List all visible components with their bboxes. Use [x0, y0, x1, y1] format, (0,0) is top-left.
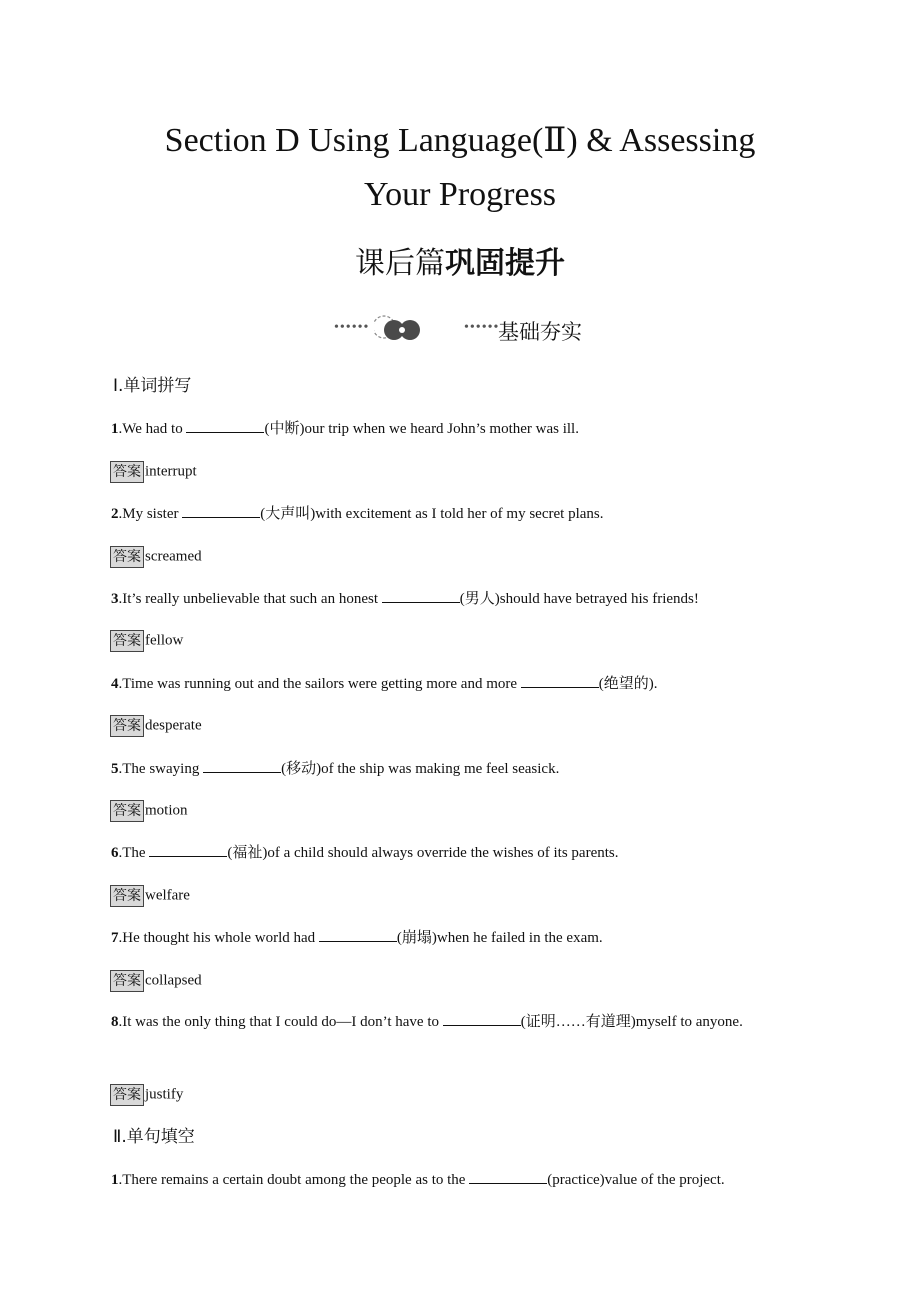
answer-blank	[203, 758, 281, 773]
answer-8	[110, 1083, 183, 1106]
title-line-2: Your Progress	[363, 176, 557, 213]
question-number: 1	[111, 421, 119, 437]
question-text: .It’s really unbelievable that such an honest	[118, 591, 382, 607]
answer-value: desperate	[145, 717, 202, 734]
answer-7	[110, 969, 202, 992]
answer-4	[110, 714, 202, 737]
question-text: (绝望的).	[598, 676, 658, 692]
answer-tag: 答案	[110, 970, 144, 992]
double-circle-icon	[374, 314, 428, 349]
question-text: (中断)our trip when we heard John’s mother was ill.	[264, 421, 579, 437]
question-text: (移动)of the ship was making me feel seasick.	[281, 761, 560, 777]
answer-tag: 答案	[110, 1084, 144, 1106]
answer-value: welfare	[145, 887, 190, 904]
question-text: (福祉)of a child should always override the wishes of its parents.	[227, 845, 619, 861]
question-number: 7	[111, 930, 119, 946]
answer-tag: 答案	[110, 800, 144, 822]
question-number: 2	[111, 506, 119, 522]
answer-blank	[382, 588, 460, 603]
answer-value: collapsed	[145, 972, 202, 989]
answer-value: fellow	[145, 632, 184, 649]
question-4	[111, 669, 791, 699]
question-number: 4	[111, 676, 119, 692]
question-number: 5	[111, 761, 119, 777]
question-number: 8	[111, 1014, 119, 1030]
question-text: (大声叫)with excitement as I told her of my secret plans.	[260, 506, 604, 522]
question-2	[111, 499, 791, 529]
banner-dots-left: ••••••	[334, 320, 370, 335]
question-number: 1	[111, 1172, 119, 1188]
question-8	[111, 1007, 791, 1037]
answer-tag: 答案	[110, 715, 144, 737]
answer-blank	[149, 842, 227, 857]
answer-value: justify	[145, 1086, 184, 1103]
answer-tag: 答案	[110, 461, 144, 483]
question-text: .My sister	[118, 506, 183, 522]
subtitle-light: 课后篇	[355, 246, 445, 281]
question-number: 6	[111, 845, 119, 861]
question-text: (崩塌)when he failed in the exam.	[396, 930, 603, 946]
section-2-heading: Ⅱ.单句填空	[113, 1127, 195, 1147]
answer-blank	[443, 1011, 521, 1026]
question-text: (证明……有道理)myself to anyone.	[520, 1014, 743, 1030]
question-text: (男人)should have betrayed his friends!	[459, 591, 699, 607]
answer-tag: 答案	[110, 885, 144, 907]
answer-blank	[521, 673, 599, 688]
question-text: .He thought his whole world had	[118, 930, 319, 946]
answer-blank	[319, 927, 397, 942]
question-number: 3	[111, 591, 119, 607]
question-text: .The swaying	[118, 761, 204, 777]
answer-blank	[469, 1169, 547, 1184]
question-2-1	[111, 1165, 811, 1195]
answer-tag: 答案	[110, 630, 144, 652]
section-1-heading: Ⅰ.单词拼写	[113, 376, 192, 396]
answer-blank	[186, 418, 264, 433]
question-text: .Time was running out and the sailors were getting more and more	[118, 676, 521, 692]
answer-tag: 答案	[110, 546, 144, 568]
question-1	[111, 414, 791, 444]
answer-5	[110, 799, 188, 822]
banner-label: 基础夯实	[498, 320, 582, 344]
question-6	[111, 838, 791, 868]
answer-value: motion	[145, 802, 188, 819]
question-text: .It was the only thing that I could do—I don’t have to	[118, 1014, 443, 1030]
answer-value: screamed	[145, 548, 202, 565]
question-text: (practice)value of the project.	[547, 1172, 725, 1188]
question-5	[111, 754, 791, 784]
question-3	[111, 584, 791, 614]
question-text: .The	[118, 845, 150, 861]
page-title	[0, 114, 920, 222]
subtitle	[0, 244, 920, 284]
banner-dots-right: ••••••	[464, 320, 500, 335]
answer-2	[110, 545, 202, 568]
question-7	[111, 923, 791, 953]
subtitle-bold: 巩固提升	[445, 246, 565, 281]
answer-3	[110, 629, 183, 652]
answer-6	[110, 884, 190, 907]
section-banner	[330, 312, 610, 352]
answer-value: interrupt	[145, 463, 197, 480]
title-line-1: Section D Using Language(Ⅱ) & Assessing	[164, 122, 756, 159]
question-text: .We had to	[118, 421, 187, 437]
answer-1	[110, 460, 197, 483]
question-text: .There remains a certain doubt among the people as to the	[118, 1172, 470, 1188]
answer-blank	[182, 503, 260, 518]
